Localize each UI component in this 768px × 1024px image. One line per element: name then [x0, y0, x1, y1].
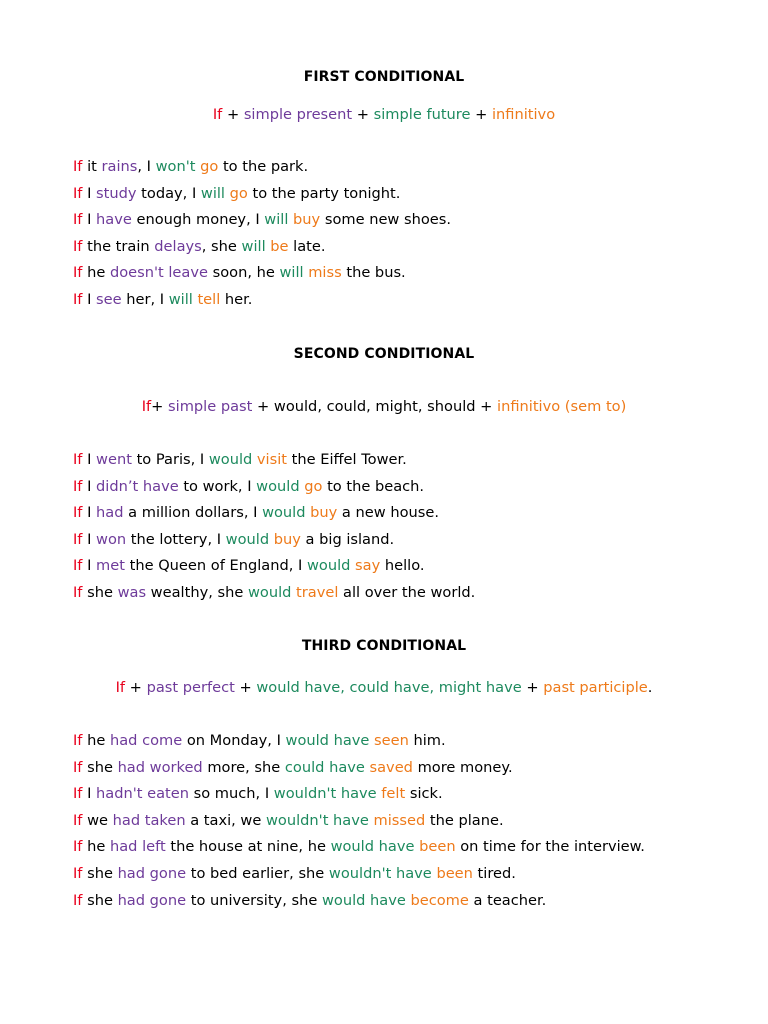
plain-text: he	[82, 838, 110, 856]
if-keyword: If	[73, 557, 83, 575]
condition-verb: had	[96, 504, 124, 522]
condition-verb: hadn't eaten	[96, 785, 189, 803]
auxiliary-verb: will	[241, 237, 266, 255]
auxiliary-verb: would	[262, 504, 306, 522]
condition-verb: had left	[109, 838, 166, 856]
example-sentence	[73, 210, 451, 237]
plain-text: +	[151, 398, 169, 415]
plain-text: the Eiffel Tower.	[287, 451, 407, 468]
plain-text: he	[82, 732, 110, 749]
plain-text: a taxi, we	[185, 811, 266, 829]
if-keyword: If	[73, 864, 83, 882]
plain-text: to Paris, I	[131, 451, 209, 468]
plain-text: +	[470, 106, 492, 123]
if-keyword: If	[73, 891, 83, 909]
main-verb: travel	[296, 583, 339, 601]
example-sentence	[73, 556, 475, 583]
plain-text: it	[82, 158, 102, 175]
auxiliary-verb: will	[264, 211, 289, 229]
plain-text: to work, I	[178, 477, 257, 495]
condition-verb: study	[96, 184, 137, 202]
formula-second-conditional	[0, 397, 768, 417]
plain-text: I	[82, 211, 97, 229]
plain-text: +	[352, 106, 374, 123]
main-verb: say	[355, 557, 381, 575]
example-sentence	[73, 237, 451, 264]
example-list-second-conditional	[73, 450, 475, 610]
condition-verb: had come	[109, 732, 183, 749]
if-keyword: If	[73, 785, 83, 803]
example-sentence	[73, 290, 451, 317]
auxiliary-verb: wouldn't have	[328, 864, 432, 882]
if-keyword: If	[73, 184, 83, 202]
auxiliary-verb: simple future	[373, 106, 471, 123]
condition-verb: was	[117, 583, 147, 601]
condition-verb: doesn't leave	[109, 264, 208, 282]
auxiliary-verb: will	[200, 184, 225, 202]
if-keyword: If	[73, 477, 83, 495]
main-verb: saved	[369, 758, 413, 776]
auxiliary-verb: would	[256, 477, 300, 495]
plain-text: the train	[82, 237, 155, 255]
condition-verb: simple present	[243, 106, 353, 123]
plain-text: we	[82, 811, 113, 829]
plain-text: she	[82, 583, 118, 601]
main-verb: past participle	[543, 679, 648, 696]
plain-text: to the beach.	[322, 477, 425, 495]
example-sentence	[73, 157, 451, 184]
plain-text: I	[82, 290, 97, 308]
plain-text: a teacher.	[468, 891, 547, 909]
if-keyword: If	[212, 106, 223, 123]
plain-text: the Queen of England, I	[124, 557, 307, 575]
example-list-third-conditional	[73, 731, 645, 917]
plain-text: to university, she	[186, 891, 322, 909]
plain-text: I	[82, 785, 97, 803]
condition-verb: see	[96, 290, 122, 308]
plain-text: him.	[408, 732, 446, 749]
if-keyword: If	[141, 398, 152, 415]
auxiliary-verb: would have	[285, 732, 370, 749]
example-sentence	[73, 891, 645, 918]
plain-text: +	[125, 679, 147, 696]
main-verb: tell	[197, 290, 221, 308]
plain-text: +	[521, 679, 544, 696]
example-list-first-conditional	[73, 157, 451, 317]
main-verb: felt	[381, 785, 406, 803]
formula-third-conditional	[0, 678, 768, 698]
plain-text: the lottery, I	[126, 530, 226, 548]
plain-text: the plane.	[425, 811, 504, 829]
plain-text: a big island.	[300, 530, 395, 548]
main-verb: buy	[293, 211, 321, 229]
example-sentence	[73, 731, 645, 758]
section-heading-third-conditional: THIRD CONDITIONAL	[301, 638, 467, 654]
main-verb: be	[270, 237, 289, 255]
if-keyword: If	[115, 679, 126, 696]
auxiliary-verb: would	[247, 583, 292, 601]
example-sentence	[73, 583, 475, 610]
plain-text: , I	[137, 158, 156, 175]
plain-text: the bus.	[341, 264, 406, 282]
plain-text: she	[82, 864, 118, 882]
plain-text: I	[82, 184, 97, 202]
auxiliary-verb: will	[279, 264, 304, 282]
auxiliary-verb: would	[208, 451, 253, 468]
main-verb: go	[229, 184, 248, 202]
main-verb: been	[436, 864, 473, 882]
example-sentence	[73, 864, 645, 891]
condition-verb: met	[96, 557, 125, 575]
example-sentence	[73, 784, 645, 811]
if-keyword: If	[73, 264, 83, 282]
auxiliary-verb: will	[168, 290, 193, 308]
auxiliary-verb: could have	[284, 758, 365, 776]
example-sentence	[73, 837, 645, 864]
plain-text: I	[82, 477, 97, 495]
auxiliary-verb: would	[306, 557, 351, 575]
if-keyword: If	[73, 758, 83, 776]
main-verb: infinitivo (sem to)	[497, 398, 627, 415]
condition-verb: have	[96, 211, 132, 229]
plain-text: a million dollars, I	[123, 504, 263, 522]
plain-text: today, I	[136, 184, 201, 202]
auxiliary-verb: won't	[155, 158, 196, 175]
main-verb: go	[304, 477, 323, 495]
auxiliary-verb: would have	[321, 891, 406, 909]
plain-text: +	[222, 106, 244, 123]
auxiliary-verb: would have	[330, 838, 415, 856]
main-verb: been	[419, 838, 456, 856]
plain-text: more, she	[202, 758, 285, 776]
example-sentence	[73, 263, 451, 290]
example-sentence	[73, 811, 645, 838]
plain-text: enough money, I	[131, 211, 265, 229]
auxiliary-verb: would	[225, 530, 270, 548]
if-keyword: If	[73, 211, 83, 229]
condition-verb: delays	[154, 237, 202, 255]
plain-text: I	[82, 451, 97, 468]
plain-text: on Monday, I	[182, 732, 286, 749]
plain-text: I	[82, 557, 97, 575]
formula-first-conditional	[0, 105, 768, 125]
condition-verb: had gone	[117, 864, 187, 882]
condition-verb: had gone	[117, 891, 187, 909]
condition-verb: won	[96, 530, 127, 548]
plain-text: I	[82, 504, 97, 522]
main-verb: visit	[256, 451, 287, 468]
if-keyword: If	[73, 451, 83, 468]
main-verb: buy	[273, 530, 301, 548]
if-keyword: If	[73, 530, 83, 548]
example-sentence	[73, 530, 475, 557]
plain-text: on time for the interview.	[455, 838, 645, 856]
condition-verb: rains	[101, 158, 138, 175]
plain-text: I	[82, 530, 97, 548]
condition-verb: had worked	[117, 758, 203, 776]
example-sentence	[73, 184, 451, 211]
section-heading-second-conditional: SECOND CONDITIONAL	[293, 346, 475, 362]
plain-text: he	[82, 264, 110, 282]
condition-verb: past perfect	[146, 679, 235, 696]
main-verb: missed	[373, 811, 426, 829]
section-heading-first-conditional: FIRST CONDITIONAL	[303, 69, 465, 85]
if-keyword: If	[73, 583, 83, 601]
plain-text: , she	[201, 237, 242, 255]
auxiliary-verb: wouldn't have	[266, 811, 369, 829]
condition-verb: didn’t have	[96, 477, 179, 495]
example-sentence	[73, 503, 475, 530]
main-verb: seen	[374, 732, 409, 749]
plain-text: to the party tonight.	[247, 184, 401, 202]
if-keyword: If	[73, 237, 83, 255]
plain-text: .	[647, 679, 653, 696]
plain-text: hello.	[380, 557, 425, 575]
plain-text: the house at nine, he	[165, 838, 331, 856]
plain-text: she	[82, 891, 118, 909]
plain-text: more money.	[412, 758, 513, 776]
main-verb: become	[410, 891, 469, 909]
plain-text: to bed earlier, she	[186, 864, 329, 882]
if-keyword: If	[73, 811, 83, 829]
main-verb: go	[200, 158, 219, 175]
main-verb: miss	[308, 264, 342, 282]
plain-text: +	[234, 679, 257, 696]
plain-text: her, I	[121, 290, 169, 308]
plain-text: + would, could, might, should +	[252, 398, 498, 415]
example-sentence	[73, 477, 475, 504]
plain-text: wealthy, she	[146, 583, 248, 601]
if-keyword: If	[73, 504, 83, 522]
main-verb: infinitivo	[491, 106, 556, 123]
main-verb: buy	[310, 504, 338, 522]
example-sentence	[73, 758, 645, 785]
if-keyword: If	[73, 158, 83, 175]
auxiliary-verb: wouldn't have	[273, 785, 377, 803]
plain-text: her.	[220, 290, 253, 308]
plain-text: all over the world.	[338, 583, 476, 601]
plain-text: tired.	[472, 864, 516, 882]
if-keyword: If	[73, 838, 83, 856]
plain-text: she	[82, 758, 118, 776]
plain-text: to the park.	[218, 158, 309, 175]
condition-verb: simple past	[168, 398, 253, 415]
plain-text: some new shoes.	[320, 211, 452, 229]
condition-verb: went	[96, 451, 132, 468]
if-keyword: If	[73, 732, 83, 749]
plain-text: late.	[288, 237, 326, 255]
if-keyword: If	[73, 290, 83, 308]
example-sentence	[73, 450, 475, 477]
plain-text: sick.	[405, 785, 443, 803]
plain-text: so much, I	[189, 785, 274, 803]
condition-verb: had taken	[112, 811, 186, 829]
plain-text: a new house.	[337, 504, 439, 522]
plain-text: soon, he	[207, 264, 280, 282]
auxiliary-verb: would have, could have, might have	[256, 679, 522, 696]
